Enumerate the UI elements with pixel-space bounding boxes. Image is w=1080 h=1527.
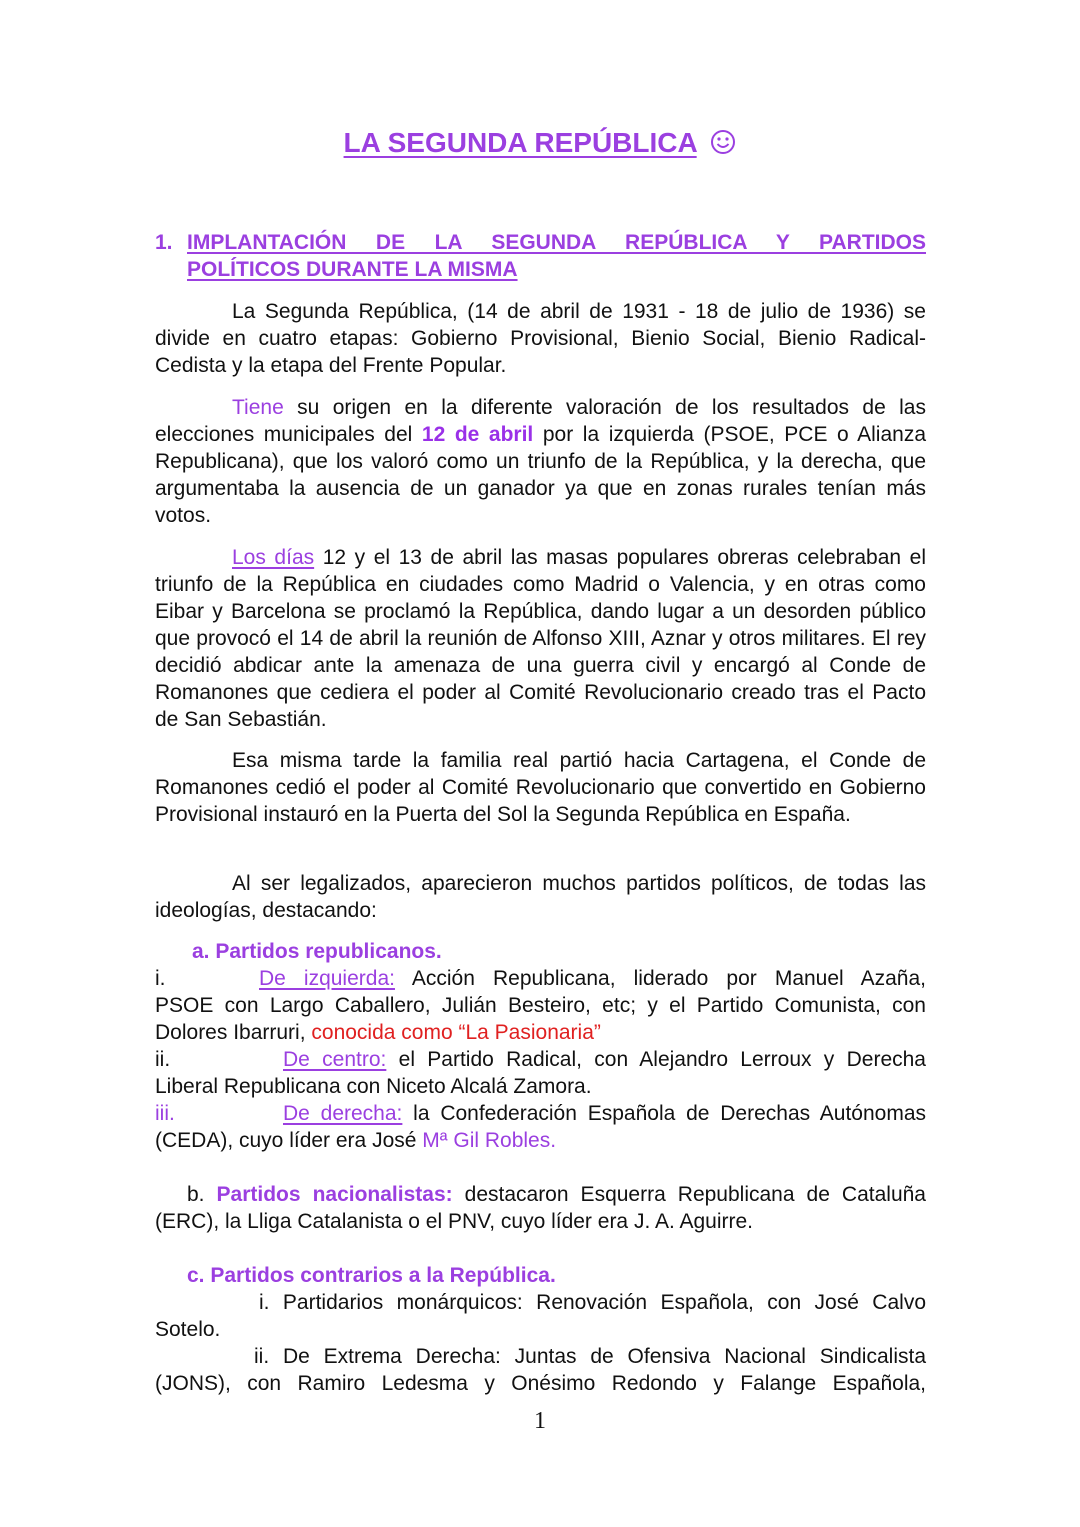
lead-word: Tiene — [232, 396, 284, 419]
paragraph-origin: Tiene su origen en la diferente valoración de los resultados de las elecciones municipales del 12 de abril por la izquierda (PSOE, PCE o Alianza Republicana), que los valoró como un triunfo de la República, y la derecha, que argumentaba la ausencia de un ganador ya que en zonas rurales tenían más votos. — [155, 396, 927, 527]
paragraph-days: Los días 12 y el 13 de abril las masas populares obreras celebraban el triunfo de la República en ciudades como Madrid o Valencia, y en otras como Eibar y Barcelona se proclamó la República, dando lugar a un desorden público que provocó el 14 de abril la reunión de Alfonso XIII, Aznar y otros militares. El rey decidió abdicar ante la amenaza de una guerra civil y encargó al Conde de Romanones que cediera el poder al Comité Revolucionario creado tras el Pacto de San Sebastián. — [155, 546, 926, 731]
list-c-ii-line1: ii. De Extrema Derecha: Juntas de Ofensiva Nacional Sindicalista — [254, 1345, 926, 1368]
link-de-izquierda: De izquierda: — [259, 967, 395, 990]
list-a-i-line2: PSOE con Largo Caballero, Julián Besteiro, etc; y el Partido Comunista, con — [155, 994, 926, 1017]
paragraph-parties: Al ser legalizados, aparecieron muchos partidos políticos, de todas las ideologías, destacando: — [155, 872, 926, 922]
list-a-iii-line2: (CEDA), cuyo líder era José Mª Gil Robles. — [155, 1129, 557, 1152]
section-heading-line2: POLÍTICOS DURANTE LA MISMA — [187, 258, 518, 281]
list-c-i-line2: Sotelo. — [155, 1318, 221, 1341]
paragraph-afternoon: Esa misma tarde la familia real partió hacia Cartagena, el Conde de Romanones cedió el poder al Comité Revolucionario que convertido en Gobierno Provisional instauró en la Puerta del Sol la Segunda República en España. — [155, 749, 926, 826]
list-b-line2: (ERC), la Lliga Catalanista o el PNV, cuyo líder era J. A. Aguirre. — [155, 1210, 754, 1233]
gil-robles-text: Mª Gil Robles. — [422, 1129, 557, 1152]
list-b-line1: b. Partidos nacionalistas: destacaron Esquerra Republicana de Cataluña — [187, 1183, 926, 1206]
list-a-ii-line2: Liberal Republicana con Niceto Alcalá Zamora. — [155, 1075, 592, 1098]
la-pasionaria-text: conocida como “La Pasionaria” — [311, 1021, 601, 1044]
list-a-i-line3: Dolores Ibarruri, conocida como “La Pasionaria” — [155, 1021, 601, 1044]
list-a-label: a. Partidos republicanos. — [192, 940, 442, 963]
smiley-icon — [710, 129, 736, 162]
page-title-text: LA SEGUNDA REPÚBLICA — [343, 127, 697, 158]
lead-link: Los días — [232, 546, 315, 569]
section-heading-line1: IMPLANTACIÓN DE LA SEGUNDA REPÚBLICA Y PARTIDOS — [187, 231, 926, 254]
list-b-label: Partidos nacionalistas: — [216, 1183, 453, 1206]
list-a-iii-line1: iii. De derecha: la Confederación Española de Derechas Autónomas — [155, 1102, 926, 1125]
list-c-i-line1: i. Partidarios monárquicos: Renovación Española, con José Calvo — [259, 1291, 926, 1314]
list-c-label: c. Partidos contrarios a la República. — [187, 1264, 556, 1287]
link-de-centro: De centro: — [283, 1048, 387, 1071]
section-heading — [155, 229, 926, 283]
section-number: 1. — [155, 231, 173, 254]
list-a-i-line1: i. De izquierda: Acción Republicana, liderado por Manuel Azaña, — [155, 967, 926, 990]
date-highlight: 12 de abril — [421, 423, 534, 446]
list-a-ii-line1: ii. De centro: el Partido Radical, con Alejandro Lerroux y Derecha — [155, 1048, 926, 1071]
page-title — [0, 127, 1080, 162]
paragraph-intro: La Segunda República, (14 de abril de 1931 - 18 de julio de 1936) se divide en cuatro etapas: Gobierno Provisional, Bienio Social, Bienio Radical-Cedista y la etapa del Frente Popular. — [155, 300, 926, 377]
link-de-derecha: De derecha: — [283, 1102, 403, 1125]
list-c-ii-line2: (JONS), con Ramiro Ledesma y Onésimo Redondo y Falange Española, — [155, 1372, 926, 1395]
page-number: 1 — [534, 1408, 546, 1434]
